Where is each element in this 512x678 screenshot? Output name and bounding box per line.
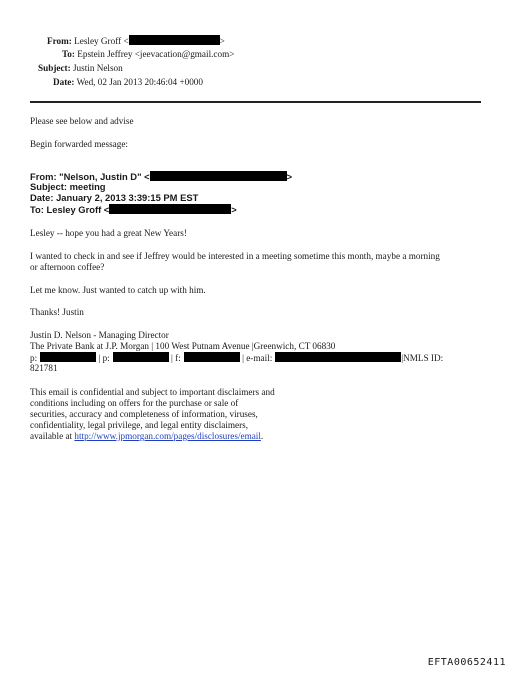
redaction-block (113, 352, 169, 362)
fwd-from-value: "Nelson, Justin D" < (59, 171, 150, 182)
redaction-block (275, 352, 401, 362)
redaction-block (40, 352, 96, 362)
outer-header-date (53, 77, 203, 88)
intro-line-2: Begin forwarded message: (30, 139, 128, 149)
body-para1-line2: or afternoon coffee? (30, 262, 105, 272)
fwd-date-value: January 2, 2013 3:39:15 PM EST (56, 192, 199, 203)
fwd-header-to (30, 204, 237, 216)
fwd-subject-label: Subject: (30, 181, 67, 192)
fwd-from-label: From: (30, 171, 57, 182)
signature-contacts (30, 352, 443, 364)
outer-header-to (62, 49, 234, 60)
to-label: To: (62, 49, 75, 59)
body-signoff: Thanks! Justin (30, 307, 84, 317)
nmls-label: |NMLS ID: (401, 353, 444, 363)
redaction-block (109, 204, 231, 214)
redaction-block (150, 171, 287, 181)
fwd-header-subject (30, 182, 106, 193)
fwd-subject-value: meeting (69, 181, 106, 192)
fwd-header-date (30, 193, 198, 204)
outer-header-from (47, 35, 225, 47)
disclaimer-line-1: This email is confidential and subject to important disclaimers and (30, 387, 275, 397)
subject-value: Justin Nelson (72, 63, 123, 73)
outer-header-subject (38, 63, 123, 74)
disclaimer-line-5 (30, 431, 263, 442)
redaction-block (184, 352, 240, 362)
phone-label: p: (30, 353, 38, 363)
body-para1-line1: I wanted to check in and see if Jeffrey would be interested in a meeting sometime this month, maybe a morning (30, 251, 440, 261)
fwd-date-label: Date: (30, 192, 54, 203)
fax-label: | f: (171, 353, 181, 363)
nmls-value: 821781 (30, 363, 58, 373)
email-label: | e-mail: (242, 353, 273, 363)
body-greeting: Lesley -- hope you had a great New Years! (30, 228, 187, 238)
date-label: Date: (53, 77, 75, 87)
signature-address: The Private Bank at J.P. Morgan | 100 West Putnam Avenue |Greenwich, CT 06830 (30, 341, 336, 351)
to-value: Epstein Jeffrey <jeevacation@gmail.com> (77, 49, 235, 59)
disclosures-link[interactable]: http://www.jpmorgan.com/pages/disclosures/email (74, 431, 261, 441)
fwd-to-close: > (231, 204, 237, 215)
fwd-from-close: > (286, 171, 293, 182)
body-para2: Let me know. Just wanted to catch up with him. (30, 285, 206, 295)
fwd-to-value: Lesley Groff < (46, 204, 110, 215)
from-close: > (219, 36, 225, 46)
fwd-to-label: To: (30, 204, 44, 215)
from-value: Lesley Groff < (74, 36, 129, 46)
from-label: From: (47, 36, 72, 46)
phone2-label: | p: (98, 353, 110, 363)
disclaimer-prefix: available at (30, 431, 75, 441)
redaction-block (129, 35, 220, 45)
intro-line-1: Please see below and advise (30, 116, 134, 126)
subject-label: Subject: (38, 63, 71, 73)
disclaimer-line-2: conditions including on offers for the purchase or sale of (30, 398, 239, 408)
disclaimer-line-3: securities, accuracy and completeness of information, viruses, (30, 409, 258, 419)
disclaimer-line-4: confidentiality, legal privilege, and legal entity disclaimers, (30, 420, 249, 430)
disclaimer-suffix: . (260, 431, 264, 441)
signature-name: Justin D. Nelson - Managing Director (30, 330, 169, 340)
date-value: Wed, 02 Jan 2013 20:46:04 +0000 (76, 77, 203, 87)
header-divider (30, 101, 481, 103)
document-id: EFTA00652411 (427, 657, 506, 668)
